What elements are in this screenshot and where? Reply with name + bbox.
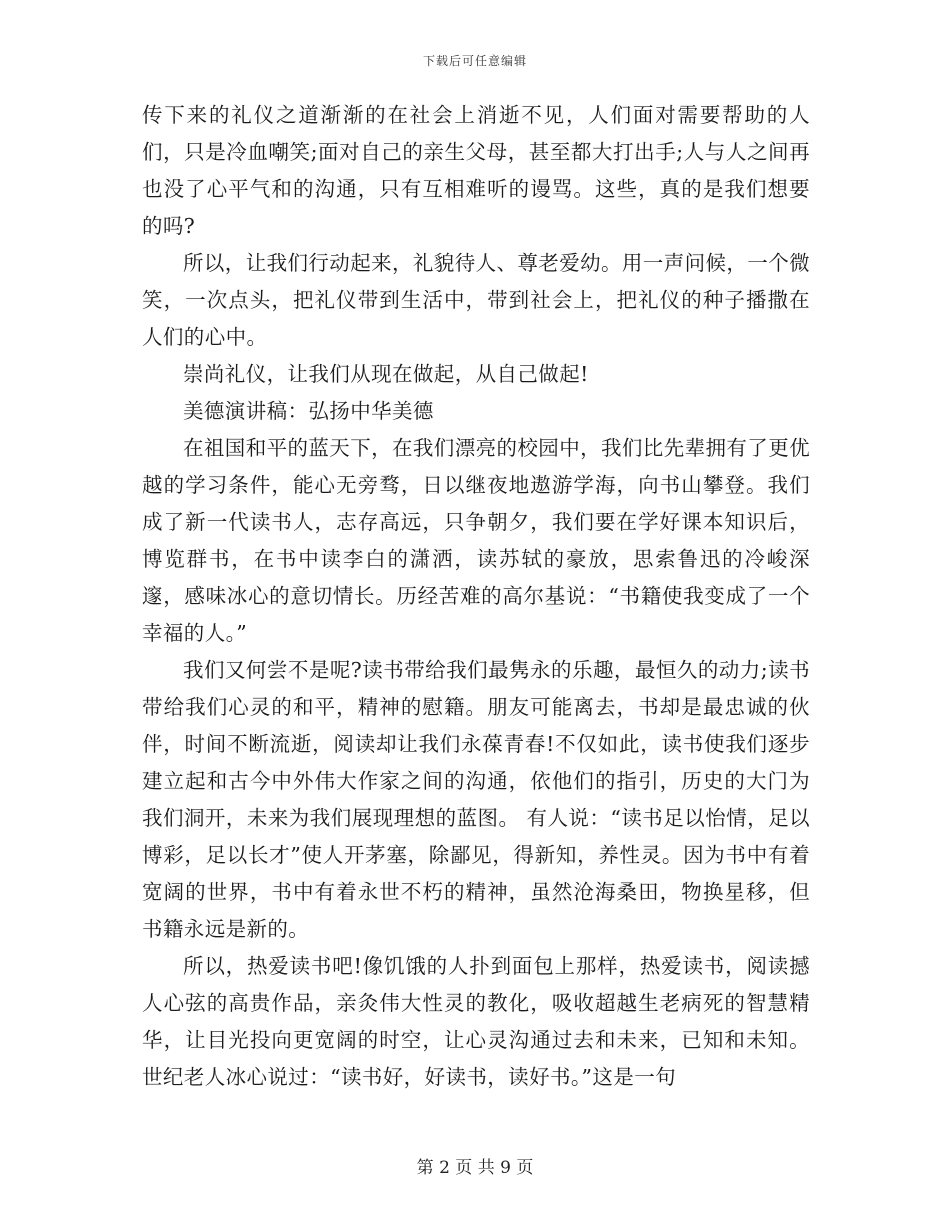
page-header: 下载后可任意编辑	[422, 54, 527, 68]
paragraph: 崇尚礼仪，让我们从现在做起，从自己做起!	[183, 362, 589, 386]
paragraph: 所以，让我们行动起来，礼貌待人、尊老爱幼。用一声问候，一个微笑，一次点头，把礼仪带到生活中，带到社会上，把礼仪的种子播撒在人们的心中。	[142, 251, 810, 349]
paragraph: 在祖国和平的蓝天下，在我们漂亮的校园中，我们比先辈拥有了更优越的学习条件，能心无旁骛，日以继夜地遨游学海，向书山攀登。我们成了新一代读书人，志存高远，只争朝夕，我们要在学好课本知识后，博览群书，在书中读李白的潇洒，读苏轼的豪放，思索鲁迅的冷峻深邃，感味冰心的意切情长。历经苦难的高尔基说：“书籍使我变成了一个幸福的人。”	[142, 436, 810, 645]
paragraph-continuation: 传下来的礼仪之道渐渐的在社会上消逝不见，人们面对需要帮助的人们，只是冷血嘲笑;面对自己的亲生父母，甚至都大打出手;人与人之间再也没了心平气和的沟通，只有互相难听的谩骂。这些，真的是我们想要的吗?	[142, 103, 810, 238]
page-footer: 第 2 页 共 9 页	[416, 1158, 534, 1178]
paragraph: 我们又何尝不是呢?读书带给我们最隽永的乐趣，最恒久的动力;读书带给我们心灵的和平，精神的慰籍。朋友可能离去，书却是最忠诚的伙伴，时间不断流逝，阅读却让我们永葆青春!不仅如此，读书使我们逐步建立起和古今中外伟大作家之间的沟通，依他们的指引，历史的大门为我们洞开，未来为我们展现理想的蓝图。 有人说：“读书足以怡情，足以博彩，足以长才”使人开茅塞，除鄙见，得新知，养性灵。因为书中有着宽阔的世界，书中有着永世不朽的精神，虽然沧海桑田，物换星移，但书籍永远是新的。	[142, 658, 810, 941]
section-title: 美德演讲稿：弘扬中华美德	[183, 399, 434, 423]
paragraph: 所以，热爱读书吧!像饥饿的人扑到面包上那样，热爱读书，阅读撼人心弦的高贵作品，亲灸伟大性灵的教化，吸收超越生老病死的智慧精华，让目光投向更宽阔的时空，让心灵沟通过去和未来，已知和未知。 世纪老人冰心说过：“读书好，好读书，读好书。”这是一句	[142, 954, 810, 1089]
document-body	[142, 97, 810, 1096]
